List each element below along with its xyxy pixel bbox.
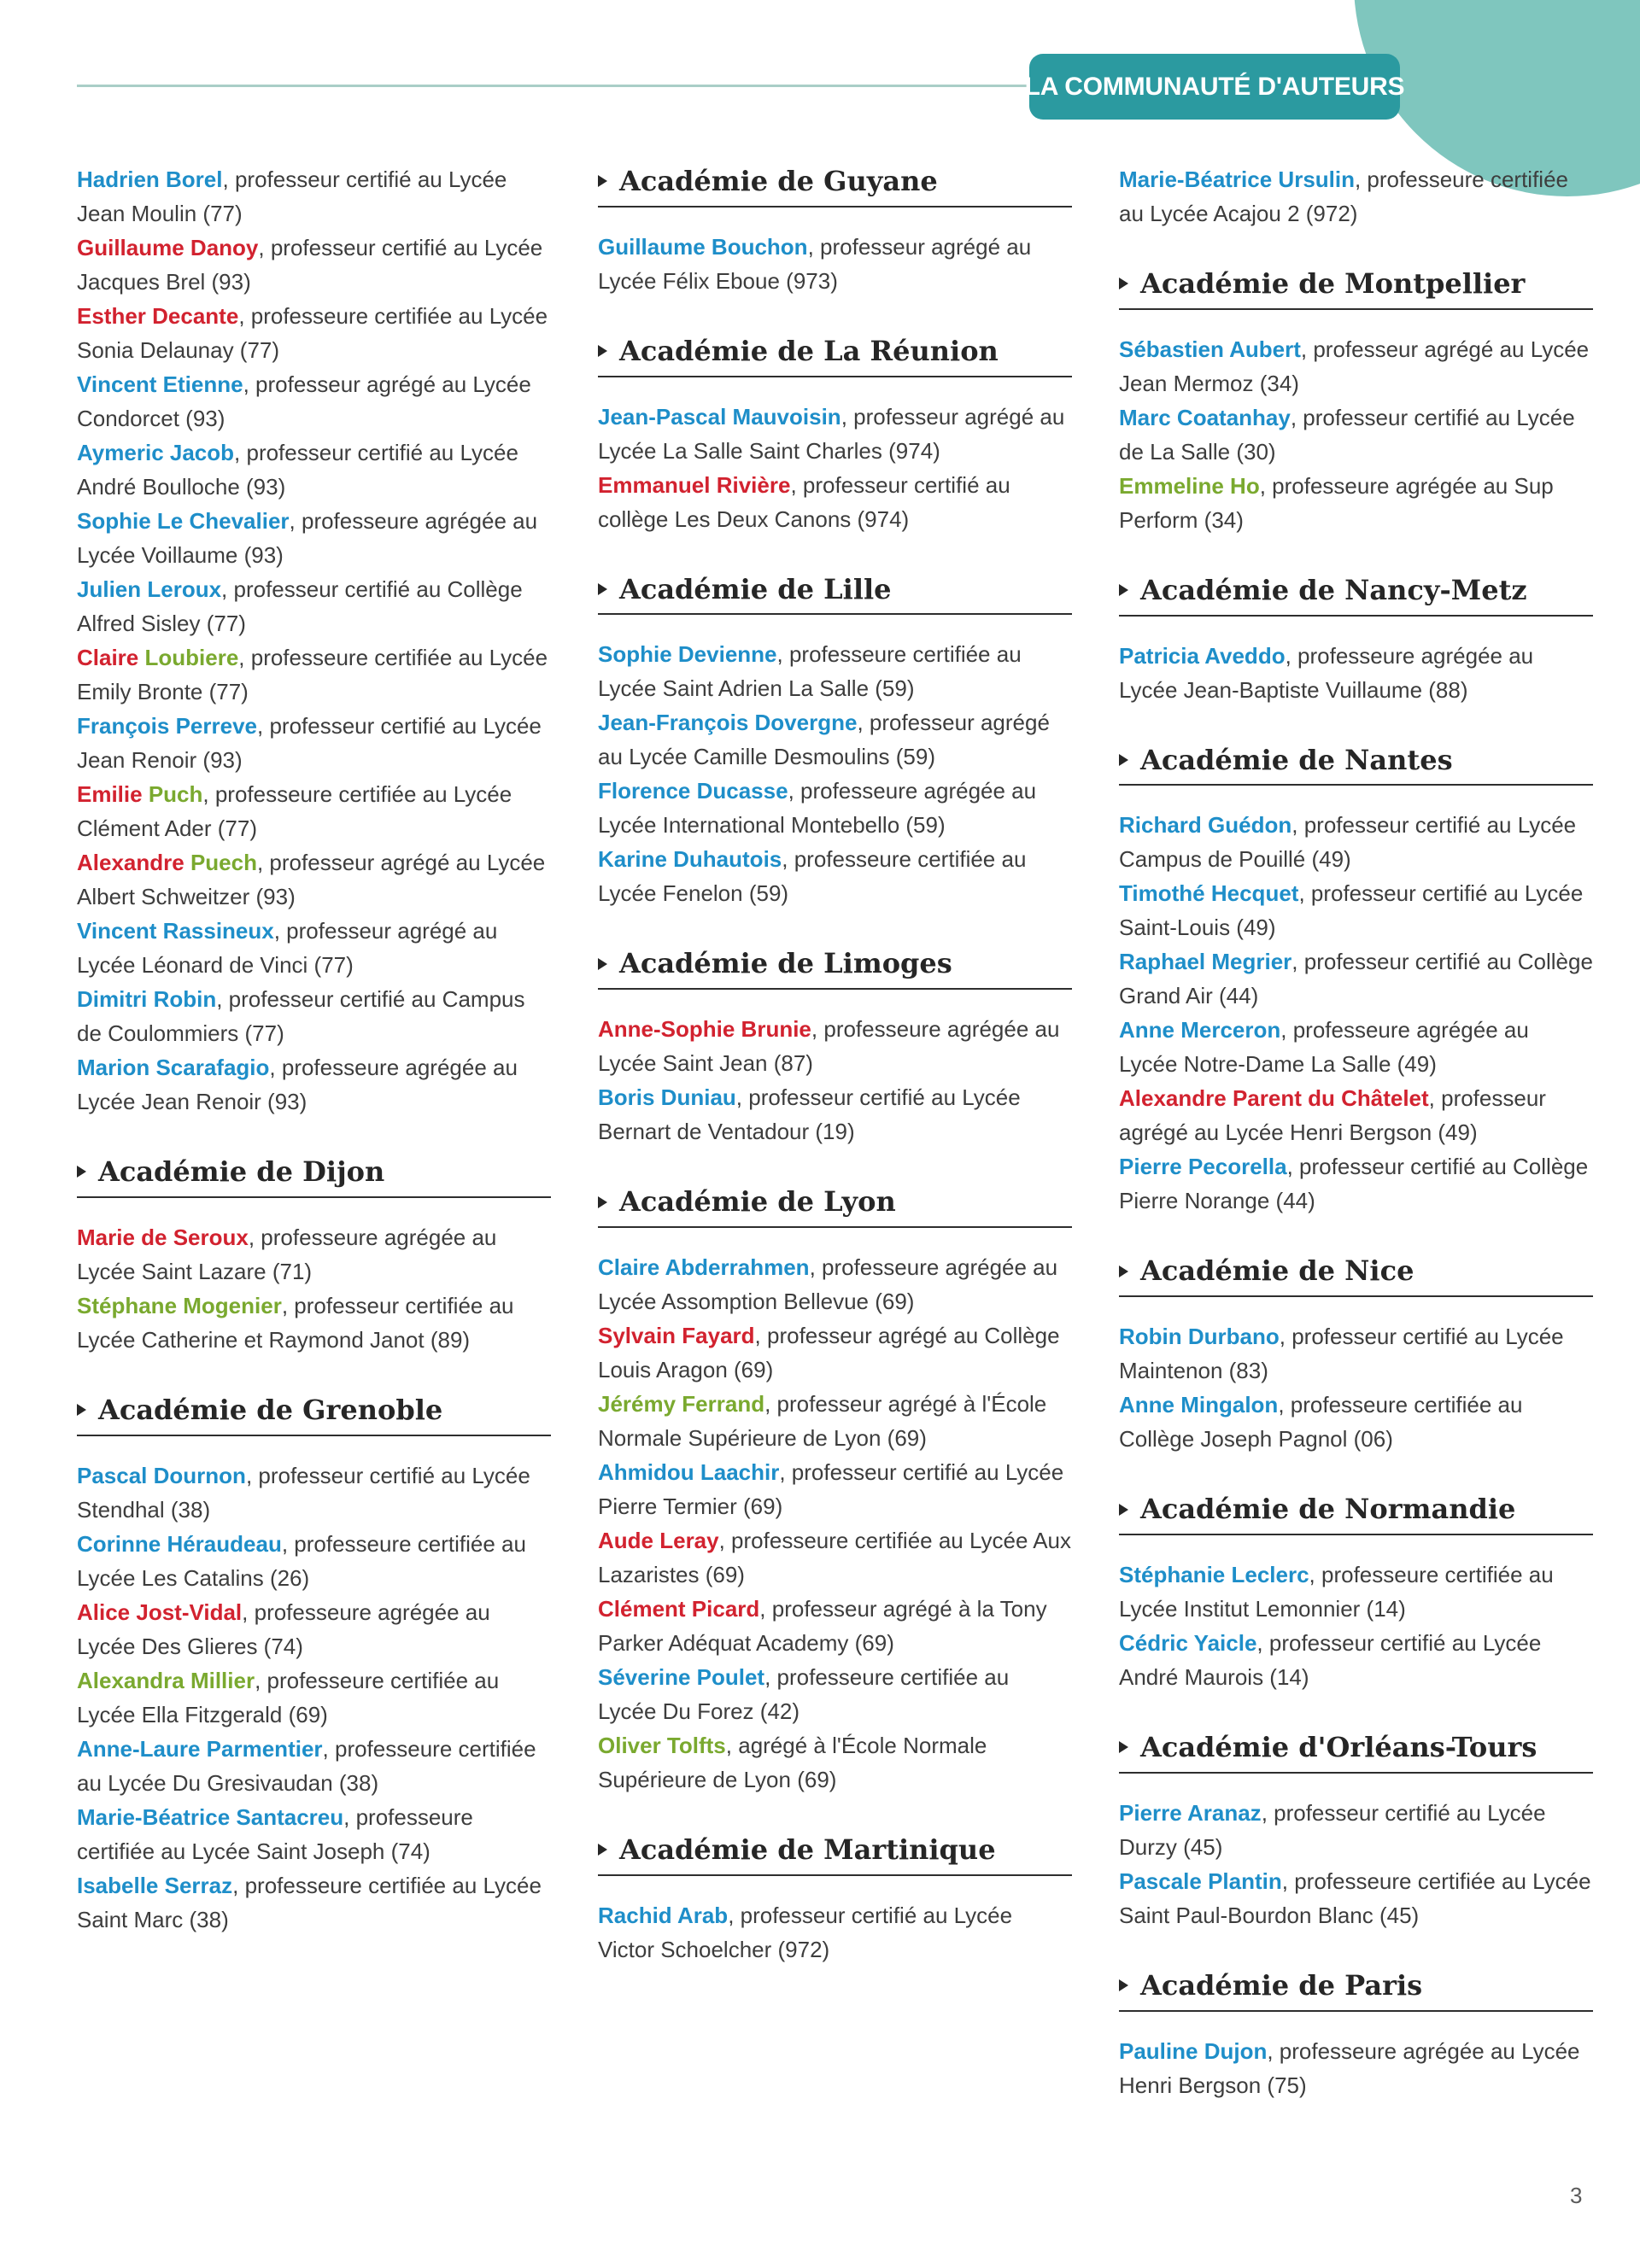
section-heading-label: Académie de Nice — [1140, 1254, 1414, 1288]
author-entry — [598, 230, 1072, 298]
author-role: , professeure agrégée au Lycée Henri Bergson (75) — [1119, 2037, 1580, 2098]
author-entry — [77, 504, 551, 572]
author-role: , professeur certifié au Campus de Coulommiers (77) — [77, 986, 525, 1046]
author-entry — [77, 1458, 551, 1527]
bullet-arrow-icon — [77, 1166, 86, 1178]
author-entry — [598, 468, 1072, 536]
section-heading — [598, 1834, 1072, 1876]
bullet-arrow-icon — [1119, 1979, 1128, 1991]
author-entry — [598, 1898, 1072, 1967]
section-heading-label: Académie de Nantes — [1140, 743, 1453, 776]
author-role: , professeure certifiée au Lycée Sonia Delaunay (77) — [77, 303, 548, 363]
author-name: Dimitri Robin — [77, 986, 217, 1012]
author-entry — [598, 705, 1072, 774]
author-name: Pascal Dournon — [77, 1462, 246, 1488]
author-name: Florence Ducasse — [598, 778, 788, 804]
author-name: Pierre Pecorella — [1119, 1154, 1287, 1180]
author-name: Claire — [77, 645, 139, 670]
author-role: , agrégé à l'École Normale Supérieure de Lyon (69) — [598, 1732, 987, 1792]
author-name: Guillaume Bouchon — [598, 233, 808, 260]
author-name: Corinne Héraudeau — [77, 1530, 282, 1557]
author-role: , professeur certifiée au Lycée Catherine et Raymond Janot (89) — [77, 1292, 514, 1353]
author-name: Marie-Béatrice Santacreu — [77, 1803, 344, 1830]
author-name: Emilie — [77, 781, 143, 807]
author-role: , professeure certifiée au Lycée Les Catalins (26) — [77, 1530, 526, 1591]
bullet-arrow-icon — [1119, 754, 1128, 766]
author-entry — [1119, 1149, 1593, 1218]
author-role: , professeur certifié au Lycée Pierre Termier (69) — [598, 1458, 1064, 1519]
author-name: Ahmidou Laachir — [598, 1458, 780, 1485]
author-role: , professeure certifiée au Lycée Saint Joseph (74) — [77, 1803, 473, 1864]
author-role: , professeur agrégé au Lycée Léonard de Vinci (77) — [77, 918, 498, 978]
section-heading — [598, 1186, 1072, 1228]
author-name: Hadrien Borel — [77, 167, 223, 192]
author-name: Patricia Aveddo — [1119, 642, 1286, 669]
author-name: Puech — [184, 850, 257, 875]
author-entry — [598, 1080, 1072, 1149]
author-entry — [1119, 400, 1593, 469]
author-role: , professeur agrégé au Lycée Jean Mermoz (34) — [1119, 336, 1590, 396]
bullet-arrow-icon — [598, 175, 607, 187]
author-name: Jérémy Ferrand — [598, 1390, 765, 1417]
section-heading — [598, 336, 1072, 377]
author-role: , professeur certifié au Lycée Durzy (45) — [1119, 1799, 1546, 1860]
author-name: Karine Duhautois — [598, 846, 782, 873]
author-entry — [598, 1523, 1072, 1592]
section-heading — [1119, 1970, 1593, 2012]
author-role: , professeur agrégé au Lycée La Salle Saint Charles (974) — [598, 403, 1065, 464]
bullet-arrow-icon — [1119, 278, 1128, 289]
author-role: , professeure agrégée au Lycée Saint Lazare (71) — [77, 1224, 497, 1284]
author-role: , professeure certifiée au Lycée Emily Bronte (77) — [77, 645, 548, 704]
section-heading — [1119, 745, 1593, 786]
author-entry — [598, 1012, 1072, 1080]
author-entry — [1119, 1558, 1593, 1626]
bullet-arrow-icon — [1119, 1741, 1128, 1753]
author-entry — [1119, 2034, 1593, 2102]
author-name: Anne Merceron — [1119, 1017, 1281, 1043]
section-heading-label: Académie de Nancy-Metz — [1140, 573, 1527, 606]
author-role: , professeure agrégée au Lycée Jean Renoir (93) — [77, 1055, 518, 1114]
section-heading — [1119, 575, 1593, 617]
author-name: François Perreve — [77, 713, 258, 739]
author-role: , professeure agrégée au Sup Perform (34) — [1119, 472, 1554, 533]
page-number: 3 — [1570, 2183, 1583, 2208]
section-heading — [1119, 268, 1593, 310]
author-entry — [77, 1868, 551, 1937]
author-entry — [598, 400, 1072, 468]
author-entry — [598, 1387, 1072, 1455]
author-role: , professeur certifié au Lycée André Boulloche (93) — [77, 440, 518, 500]
author-role: , professeur certifié au Lycée Maintenon (83) — [1119, 1324, 1564, 1384]
author-entry — [598, 1318, 1072, 1387]
author-name: Esther Decante — [77, 303, 239, 329]
section-heading-label: Académie de Paris — [1140, 1968, 1423, 2002]
section-heading-label: Académie de Normandie — [1140, 1493, 1516, 1526]
author-name: Clément Picard — [598, 1595, 760, 1622]
author-name: Puch — [142, 781, 203, 807]
bullet-arrow-icon — [598, 958, 607, 970]
bullet-arrow-icon — [598, 1196, 607, 1208]
section-heading-label: Académie de Lyon — [619, 1185, 896, 1219]
author-entry — [1119, 1081, 1593, 1149]
author-name: Vincent Rassineux — [77, 918, 274, 944]
author-role: , professeure certifiée au Lycée Ella Fitzgerald (69) — [77, 1667, 500, 1727]
column-1 — [77, 162, 551, 2102]
bullet-arrow-icon — [598, 1844, 607, 1856]
author-role: , professeur agrégé au Collège Louis Aragon (69) — [598, 1322, 1060, 1382]
author-role: , professeure certifiée au Lycée Institut Lemonnier (14) — [1119, 1561, 1554, 1622]
author-entry — [598, 1592, 1072, 1660]
bullet-arrow-icon — [77, 1404, 86, 1416]
author-role: , professeure certifiée au Lycée Aux Lazaristes (69) — [598, 1527, 1071, 1587]
author-name: Loubiere — [138, 645, 239, 670]
author-entry — [598, 1250, 1072, 1318]
author-entry — [1119, 1388, 1593, 1456]
author-role: , professeur agrégé au Lycée Albert Schweitzer (93) — [77, 850, 546, 909]
author-name: Richard Guédon — [1119, 812, 1292, 839]
page-title-text: LA COMMUNAUTÉ D'AUTEURS — [1024, 72, 1405, 101]
author-name: Aymeric Jacob — [77, 440, 235, 465]
author-role: , professeur agrégé à la Tony Parker Adéquat Academy (69) — [598, 1595, 1047, 1656]
author-entry — [77, 777, 551, 845]
author-name: Jean-Pascal Mauvoisin — [598, 403, 841, 430]
column-2 — [598, 162, 1072, 2102]
author-entry — [1119, 1796, 1593, 1864]
author-entry — [1119, 1864, 1593, 1932]
author-name: Stéphanie Leclerc — [1119, 1561, 1309, 1587]
author-entry — [1119, 1319, 1593, 1388]
author-entry — [77, 1732, 551, 1800]
section-heading-label: Académie de Guyane — [619, 165, 938, 197]
header-divider — [77, 85, 1042, 87]
bullet-arrow-icon — [1119, 1504, 1128, 1516]
author-name: Marie de Seroux — [77, 1224, 249, 1250]
author-entry — [77, 845, 551, 914]
author-name: Marion Scarafagio — [77, 1055, 270, 1080]
author-role: , professeure agrégée au Lycée Jean-Baptiste Vuillaume (88) — [1119, 642, 1534, 703]
author-role: , professeur certifié au Lycée Saint-Louis (49) — [1119, 880, 1584, 941]
author-entry — [77, 299, 551, 367]
author-name: Rachid Arab — [598, 1902, 729, 1928]
author-role: , professeur certifié au Lycée Victor Schoelcher (972) — [598, 1902, 1013, 1962]
author-name: Anne-Sophie Brunie — [598, 1016, 811, 1043]
author-name: Pauline Dujon — [1119, 2037, 1268, 2064]
author-entry — [1119, 332, 1593, 400]
section-heading — [1119, 1493, 1593, 1535]
bullet-arrow-icon — [1119, 1266, 1128, 1277]
author-entry — [598, 842, 1072, 910]
bullet-arrow-icon — [598, 583, 607, 595]
author-role: , professeur certifié au Collège Pierre Norange (44) — [1119, 1154, 1589, 1214]
column-3 — [1119, 162, 1593, 2102]
authors-columns — [77, 162, 1593, 2102]
author-role: , professeure agrégée au Lycée Des Glieres (74) — [77, 1599, 490, 1659]
author-entry — [77, 709, 551, 777]
author-role: , professeure certifiée au Lycée Saint Marc (38) — [77, 1872, 542, 1932]
author-role: , professeur agrégé au Lycée Condorcet (93) — [77, 371, 531, 431]
author-entry — [598, 1660, 1072, 1728]
bullet-arrow-icon — [598, 345, 607, 357]
author-role: , professeur certifié au Lycée Jacques Brel (93) — [77, 235, 543, 295]
section-heading — [598, 948, 1072, 990]
section-heading-label: Académie de Martinique — [619, 1833, 996, 1866]
author-entry — [598, 637, 1072, 705]
author-entry — [77, 1050, 551, 1119]
section-heading-label: Académie de La Réunion — [619, 334, 999, 367]
author-role: , professeur agrégé au Lycée Henri Bergson (49) — [1119, 1085, 1546, 1146]
author-name: Alexandre — [77, 850, 184, 875]
author-name: Jean-François Dovergne — [598, 710, 858, 736]
section-heading — [77, 1156, 551, 1198]
author-role: , professeure certifiée au Lycée Saint Paul-Bourdon Blanc (45) — [1119, 1868, 1591, 1928]
section-heading-label: Académie de Dijon — [98, 1155, 385, 1188]
author-name: Marc Coatanhay — [1119, 404, 1291, 430]
author-role: , professeur agrégé à l'École Normale Supérieure de Lyon (69) — [598, 1390, 1047, 1451]
section-heading-label: Académie de Montpellier — [1140, 267, 1526, 300]
author-entry — [1119, 469, 1593, 537]
author-role: , professeur certifié au Lycée Jean Moulin (77) — [77, 167, 507, 226]
section-heading-label: Académie de Limoges — [619, 947, 952, 980]
page-title — [1024, 54, 1405, 120]
author-entry — [1119, 1626, 1593, 1694]
author-entry — [598, 774, 1072, 842]
author-name: Emmanuel Rivière — [598, 471, 791, 498]
author-name: Anne Mingalon — [1119, 1392, 1279, 1418]
author-entry — [1119, 162, 1593, 231]
author-name: Sophie Devienne — [598, 641, 777, 668]
author-entry — [77, 1289, 551, 1357]
author-entry — [77, 572, 551, 640]
author-entry — [1119, 944, 1593, 1013]
author-name: Anne-Laure Parmentier — [77, 1735, 323, 1762]
author-role: , professeure certifiée au Lycée Saint Adrien La Salle (59) — [598, 641, 1022, 702]
author-role: , professeur certifié au Lycée André Maurois (14) — [1119, 1629, 1542, 1690]
section-heading — [598, 574, 1072, 616]
author-entry — [1119, 639, 1593, 707]
section-heading-label: Académie d'Orléans-Tours — [1140, 1730, 1538, 1763]
author-name: Pierre Aranaz — [1119, 1799, 1262, 1826]
author-role: , professeure agrégée au Lycée International Montebello (59) — [598, 778, 1037, 839]
author-name: Boris Duniau — [598, 1084, 736, 1111]
author-name: Julien Leroux — [77, 576, 222, 602]
author-role: , professeure certifiée au Lycée Du Gresivaudan (38) — [77, 1735, 536, 1796]
author-role: , professeur certifié au Lycée Stendhal (38) — [77, 1462, 530, 1523]
author-role: , professeur certifié au Lycée Jean Renoir (93) — [77, 713, 542, 773]
author-entry — [598, 1455, 1072, 1523]
author-role: , professeur agrégé au Lycée Félix Eboue (973) — [598, 233, 1032, 294]
section-heading — [598, 166, 1072, 208]
author-name: Emmeline Ho — [1119, 472, 1260, 499]
author-name: Oliver Tolfts — [598, 1732, 726, 1758]
author-name: Alexandra Millier — [77, 1667, 255, 1693]
author-entry — [77, 640, 551, 709]
author-entry — [77, 1663, 551, 1732]
author-entry — [1119, 876, 1593, 944]
author-role: , professeur certifié au Collège Grand Air (44) — [1119, 949, 1593, 1009]
author-name: Séverine Poulet — [598, 1663, 765, 1690]
author-role: , professeure certifiée au Lycée Clément Ader (77) — [77, 781, 512, 841]
author-role: , professeure certifiée au Collège Joseph Pagnol (06) — [1119, 1392, 1523, 1453]
author-name: Marie-Béatrice Ursulin — [1119, 167, 1355, 192]
author-name: Sophie Le Chevalier — [77, 508, 290, 534]
author-role: , professeure agrégée au Lycée Voillaume (93) — [77, 508, 538, 568]
author-entry — [77, 914, 551, 982]
author-role: , professeure agrégée au Lycée Assomption Bellevue (69) — [598, 1254, 1058, 1314]
author-name: Pascale Plantin — [1119, 1868, 1282, 1894]
author-entry — [77, 1595, 551, 1663]
author-role: , professeur certifié au Lycée de La Salle (30) — [1119, 404, 1575, 465]
author-role: , professeur certifié au Collège Alfred Sisley (77) — [77, 576, 523, 636]
author-name: Aude Leray — [598, 1527, 719, 1553]
section-heading-label: Académie de Grenoble — [98, 1393, 443, 1426]
author-entry — [77, 367, 551, 435]
author-name: Sylvain Fayard — [598, 1322, 755, 1348]
author-role: , professeure certifiée au Lycée Du Forez (42) — [598, 1663, 1010, 1724]
author-name: Guillaume Danoy — [77, 235, 259, 260]
author-role: , professeure certifiée au Lycée Acajou 2 (972) — [1119, 167, 1568, 226]
author-entry — [77, 1800, 551, 1868]
author-role: , professeur certifié au collège Les Deux Canons (974) — [598, 471, 1010, 532]
author-role: , professeure agrégée au Lycée Notre-Dame La Salle (49) — [1119, 1017, 1529, 1078]
author-name: Isabelle Serraz — [77, 1872, 233, 1898]
author-name: Robin Durbano — [1119, 1324, 1280, 1350]
author-name: Raphael Megrier — [1119, 949, 1292, 975]
author-role: , professeur certifié au Lycée Campus de Pouillé (49) — [1119, 812, 1577, 873]
author-name: Stéphane Mogenier — [77, 1292, 282, 1318]
author-entry — [77, 1527, 551, 1595]
author-role: , professeure certifiée au Lycée Fenelon (59) — [598, 846, 1027, 907]
author-name: Alexandre Parent du Châtelet — [1119, 1085, 1429, 1112]
author-name: Alice Jost-Vidal — [77, 1599, 243, 1625]
author-name: Claire Abderrahmen — [598, 1254, 810, 1280]
author-entry — [77, 231, 551, 299]
section-heading-label: Académie de Lille — [619, 572, 892, 605]
bullet-arrow-icon — [1119, 584, 1128, 596]
author-name: Cédric Yaicle — [1119, 1629, 1257, 1656]
section-heading — [1119, 1255, 1593, 1297]
author-entry — [1119, 808, 1593, 876]
author-entry — [77, 162, 551, 231]
author-role: , professeur agrégé au Lycée Camille Desmoulins (59) — [598, 710, 1050, 770]
author-entry — [1119, 1013, 1593, 1081]
author-name: Timothé Hecquet — [1119, 880, 1299, 907]
author-role: , professeur certifié au Lycée Bernart de Ventadour (19) — [598, 1084, 1021, 1145]
author-entry — [77, 982, 551, 1050]
section-heading — [77, 1394, 551, 1436]
author-entry — [77, 435, 551, 504]
author-entry — [77, 1220, 551, 1289]
author-name: Vincent Etienne — [77, 371, 243, 397]
section-heading — [1119, 1732, 1593, 1774]
author-role: , professeure agrégée au Lycée Saint Jean (87) — [598, 1016, 1060, 1077]
author-name: Sébastien Aubert — [1119, 336, 1301, 362]
author-entry — [598, 1728, 1072, 1797]
